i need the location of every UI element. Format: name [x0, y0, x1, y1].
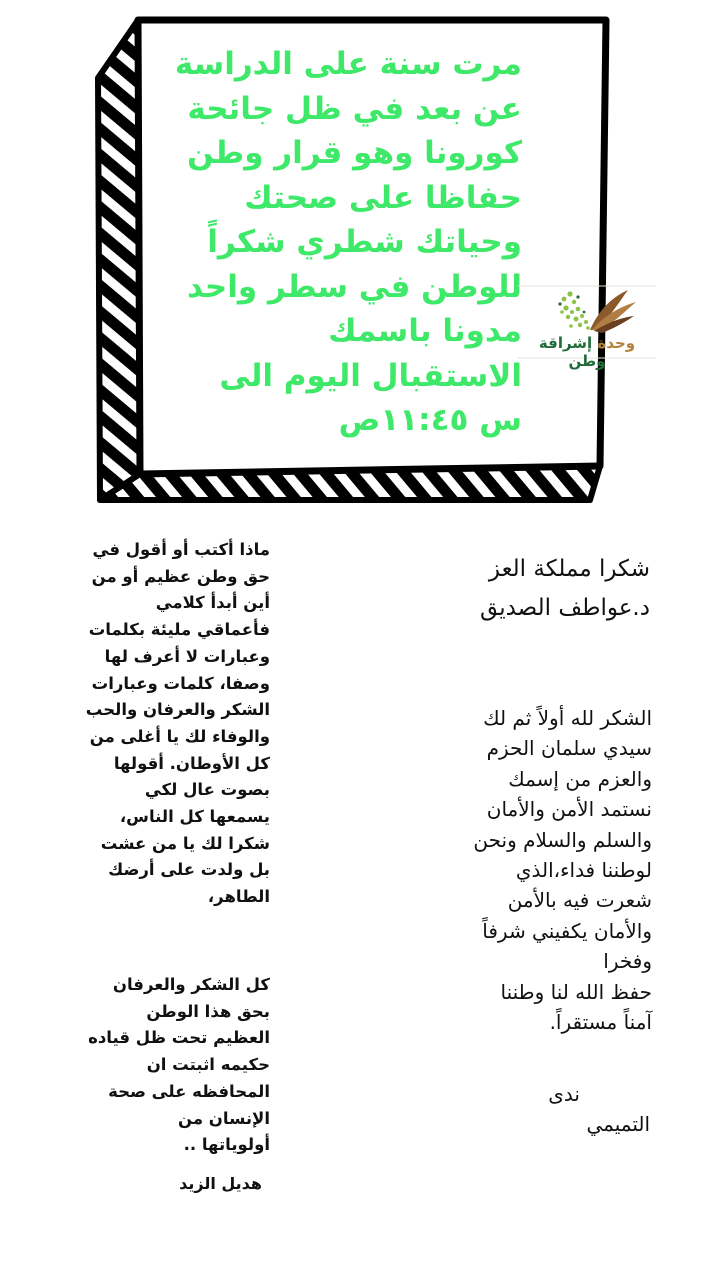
right-signature-first: ندى — [548, 1082, 580, 1106]
left-paragraph-2 — [40, 972, 270, 1159]
text-line: كل الشكر والعرفان — [112, 975, 270, 994]
text-line: وصفا، كلمات وعبارات — [91, 673, 270, 693]
text-line: فأعماقي مليئة بكلمات — [88, 620, 270, 640]
left-signature: هديل الزيد — [179, 1174, 262, 1193]
text-line: نستمد الأمن والأمان — [486, 797, 652, 822]
text-line: والأمان يكفيني شرفاً — [482, 918, 652, 943]
box-line: الاستقبال اليوم الى — [219, 357, 522, 394]
text-line: ماذا أكتب أو أقول في — [92, 540, 270, 559]
logo-word-name: إشراقة وطن — [538, 334, 606, 370]
text-line: حفظ الله لنا وطننا — [500, 979, 652, 1004]
logo-caption — [518, 334, 656, 370]
right-signature-last: التميمي — [586, 1112, 650, 1136]
text-line: حق وطن عظيم أو من — [91, 566, 270, 586]
text-line: بصوت عال لكي — [144, 780, 270, 800]
box-line: مدونا باسمك — [328, 313, 522, 349]
text-line: حكيمه اثبتت ان — [146, 1055, 270, 1075]
text-line: الشكر لله أولاً ثم لك — [483, 706, 652, 730]
text-line: آمناً مستقراً. — [549, 1010, 652, 1035]
text-line: والسلم والسلام ونحن — [473, 827, 652, 852]
text-line: شكرا لك يا من عشت — [100, 833, 270, 853]
text-line: الطاهر، — [207, 887, 270, 907]
author-line: د.عواطف الصديق — [480, 595, 650, 621]
box-line: كورونا وهو قرار وطن — [187, 135, 522, 171]
right-paragraph — [400, 703, 652, 1037]
box-line: للوطن في سطر واحد — [187, 268, 522, 305]
box-line: مرت سنة على الدراسة — [174, 46, 522, 82]
text-line: سيدي سلمان الحزم — [486, 736, 652, 761]
right-title — [400, 550, 650, 628]
text-line: يسمعها كل الناس، — [119, 807, 270, 827]
text-line: الشكر والعرفان والحب — [85, 700, 270, 720]
left-paragraph-1 — [40, 537, 270, 911]
box-line: عن بعد في ظل جائحة — [187, 90, 522, 127]
text-line: الإنسان من — [177, 1108, 270, 1128]
text-line: بحق هذا الوطن — [146, 1001, 270, 1021]
text-line: أولوياتها .. — [183, 1135, 270, 1155]
text-line: والعزم من إسمك — [508, 766, 652, 791]
logo-word-unit: وحدة — [597, 334, 636, 352]
box-message — [150, 42, 522, 462]
text-line: والوفاء لك يا أغلى من — [89, 726, 270, 746]
text-line: بل ولدت على أرضك — [108, 860, 270, 880]
text-line: العظيم تحت ظل قياده — [88, 1028, 270, 1048]
text-line: وفخرا — [603, 949, 652, 974]
box-line: س ١١:٤٥ص — [338, 402, 522, 438]
box-line: حفاظا على صحتك — [244, 179, 522, 216]
text-line: كل الأوطان. أقولها — [113, 753, 270, 773]
text-line: المحافظه على صحة — [108, 1081, 270, 1101]
text-line: أين أبدأ كلامي — [155, 593, 270, 613]
box-line: وحياتك شطري شكراً — [207, 224, 522, 260]
text-line: وعبارات لا أعرف لها — [104, 646, 270, 666]
text-line: لوطننا فداء،الذي — [515, 858, 652, 883]
text-line: شعرت فيه بالأمن — [507, 888, 652, 913]
title-line: شكرا مملكة العز — [488, 556, 650, 582]
